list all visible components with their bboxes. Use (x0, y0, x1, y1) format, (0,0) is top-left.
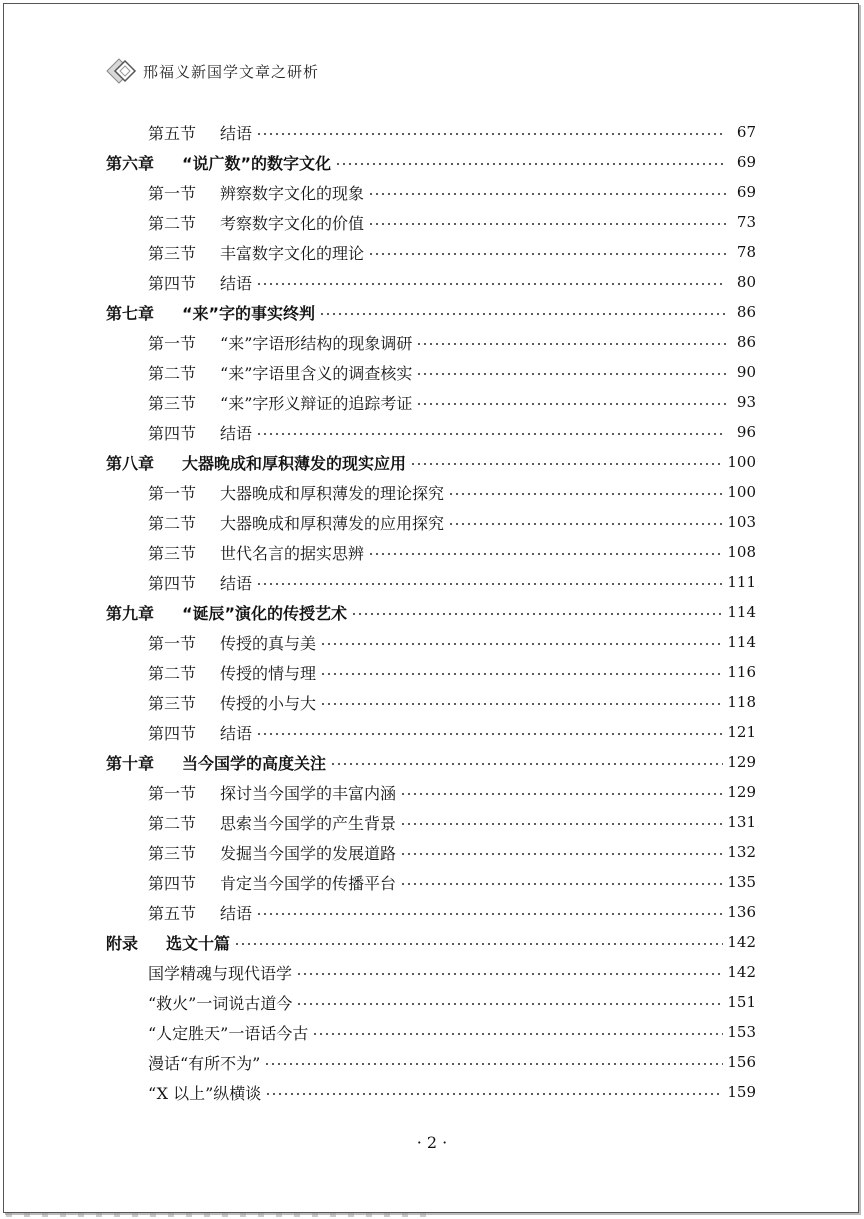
toc-entry-number: 第二节 (148, 213, 197, 233)
toc-section-row (148, 507, 756, 537)
toc-page-number: 142 (727, 963, 756, 981)
toc-page-number: 93 (736, 393, 756, 411)
toc-page-number: 80 (736, 273, 756, 291)
toc-entry-number: 第八章 (106, 453, 155, 473)
toc-entry-label (148, 901, 252, 924)
toc-section-row (148, 897, 756, 927)
dot-leader (351, 613, 723, 615)
toc-entry-number: 第四节 (148, 573, 197, 593)
toc-entry-label (148, 661, 316, 684)
toc-entry-title: 探讨当今国学的丰富内涵 (220, 783, 397, 803)
toc-entry-label (148, 511, 444, 534)
toc-page-number: 96 (736, 423, 756, 441)
toc-entry-label (148, 631, 316, 654)
toc-page-number: 100 (727, 453, 756, 471)
toc-page-number: 129 (727, 753, 756, 771)
toc-page-number: 86 (736, 303, 756, 321)
toc-entry-number: 第四节 (148, 423, 197, 443)
toc-page-number: 142 (727, 933, 756, 951)
toc-section-row (148, 387, 756, 417)
toc-entry-label (106, 451, 406, 474)
dot-leader (256, 433, 726, 435)
toc-section-row (148, 237, 756, 267)
toc-page-number: 118 (727, 693, 756, 711)
toc-entry-title: “人定胜天”一语话今古 (148, 1023, 309, 1043)
dot-leader (296, 973, 723, 975)
toc-entry-number: 第三节 (148, 543, 197, 563)
toc-entry-number: 第一节 (148, 333, 197, 353)
toc-entry-label (148, 1021, 308, 1044)
toc-page-number: 90 (736, 363, 756, 381)
dot-leader (400, 793, 723, 795)
dot-leader (319, 313, 726, 315)
toc-page-number: 114 (727, 633, 756, 651)
toc-appendix-row (148, 1077, 756, 1107)
toc-section-row (148, 837, 756, 867)
toc-entry-label (148, 421, 252, 444)
toc-entry-title: 结语 (220, 423, 253, 443)
toc-entry-number: 第二节 (148, 363, 197, 383)
toc-entry-title: 选文十篇 (166, 933, 231, 953)
toc-entry-label (148, 811, 396, 834)
toc-page-number: 73 (736, 213, 756, 231)
toc-section-row (148, 777, 756, 807)
toc-entry-number: 第三节 (148, 693, 197, 713)
dot-leader (368, 193, 726, 195)
toc-entry-title: 肯定当今国学的传播平台 (220, 873, 397, 893)
toc-page-number: 78 (736, 243, 756, 261)
dot-leader (416, 373, 726, 375)
toc-entry-label (148, 961, 292, 984)
dot-leader (256, 583, 723, 585)
toc-section-row (148, 537, 756, 567)
toc-chapter-row (106, 927, 756, 957)
toc-page-number: 129 (727, 783, 756, 801)
toc-entry-title: 国学精魂与现代语学 (148, 963, 293, 983)
toc-page-number: 159 (727, 1083, 756, 1101)
toc-entry-label (106, 601, 347, 624)
dot-leader (256, 133, 726, 135)
dot-leader (320, 673, 723, 675)
toc-entry-label (106, 751, 326, 774)
toc-entry-label (106, 931, 230, 954)
dot-leader (256, 283, 726, 285)
toc-section-row (148, 627, 756, 657)
toc-entry-number: 第二节 (148, 663, 197, 683)
toc-entry-label (148, 991, 292, 1014)
dot-leader (416, 343, 726, 345)
toc-section-row (148, 417, 756, 447)
toc-entry-title: 传授的小与大 (220, 693, 317, 713)
dot-leader (234, 943, 723, 945)
toc-section-row (148, 717, 756, 747)
dot-leader (330, 763, 723, 765)
toc-entry-title: “来”字语形结构的现象调研 (220, 333, 413, 353)
dot-leader (410, 463, 723, 465)
dot-leader (265, 1093, 723, 1095)
toc-entry-number: 第一节 (148, 483, 197, 503)
toc-entry-number: 附录 (106, 933, 139, 953)
toc-entry-title: 大器晚成和厚积薄发的理论探究 (220, 483, 445, 503)
toc-page-number: 103 (727, 513, 756, 531)
toc-entry-title: 结语 (220, 273, 253, 293)
toc-entry-title: 发掘当今国学的发展道路 (220, 843, 397, 863)
dot-leader (296, 1003, 723, 1005)
toc-page-number: 153 (727, 1023, 756, 1041)
toc-entry-title: 丰富数字文化的理论 (220, 243, 365, 263)
toc-section-row (148, 807, 756, 837)
toc-section-row (148, 207, 756, 237)
toc-entry-label (148, 331, 412, 354)
toc-entry-title: “诞辰”演化的传授艺术 (182, 603, 348, 623)
toc-entry-title: 大器晚成和厚积薄发的应用探究 (220, 513, 445, 533)
toc-entry-title: 结语 (220, 123, 253, 143)
dot-leader (400, 853, 723, 855)
toc-page-number: 114 (727, 603, 756, 621)
toc-page-number: 69 (736, 183, 756, 201)
toc-appendix-row (148, 957, 756, 987)
dot-leader (448, 493, 723, 495)
toc-entry-label (148, 721, 252, 744)
toc-chapter-row (106, 597, 756, 627)
toc-chapter-row (106, 147, 756, 177)
diamond-logo-icon (105, 57, 139, 85)
toc-entry-title: 传授的真与美 (220, 633, 317, 653)
toc-entry-label (148, 391, 412, 414)
toc-entry-title: “X 以上”纵横谈 (148, 1083, 262, 1103)
toc-section-row (148, 327, 756, 357)
dot-leader (368, 553, 723, 555)
toc-entry-label (148, 571, 252, 594)
dot-leader (320, 703, 723, 705)
toc-entry-number: 第二节 (148, 513, 197, 533)
toc-section-row (148, 567, 756, 597)
toc-entry-title: 世代名言的据实思辨 (220, 543, 365, 563)
toc-page-number: 67 (736, 123, 756, 141)
toc-entry-number: 第五节 (148, 123, 197, 143)
dot-leader (368, 253, 726, 255)
dot-leader (264, 1063, 723, 1065)
toc-entry-title: “救火”一词说古道今 (148, 993, 293, 1013)
toc-entry-number: 第九章 (106, 603, 155, 623)
toc-entry-label (148, 181, 364, 204)
toc-entry-title: “来”字形义辩证的追踪考证 (220, 393, 413, 413)
dot-leader (335, 163, 726, 165)
toc-entry-label (148, 361, 412, 384)
dot-leader (256, 913, 723, 915)
toc-entry-title: 思索当今国学的产生背景 (220, 813, 397, 833)
toc-entry-number: 第六章 (106, 153, 155, 173)
toc-section-row (148, 477, 756, 507)
toc-entry-title: 辨察数字文化的现象 (220, 183, 365, 203)
toc-entry-label (148, 1081, 261, 1104)
toc-entry-number: 第一节 (148, 183, 197, 203)
toc-entry-number: 第四节 (148, 873, 197, 893)
toc-page-number: 131 (727, 813, 756, 831)
toc-section-row (148, 657, 756, 687)
toc-page-number: 69 (736, 153, 756, 171)
toc-entry-label (148, 691, 316, 714)
dot-leader (256, 733, 723, 735)
toc-page-number: 116 (727, 663, 756, 681)
dot-leader (400, 823, 723, 825)
page-number: · 2 · (416, 1133, 448, 1152)
toc-entry-label (148, 211, 364, 234)
toc-entry-label (148, 871, 396, 894)
dot-leader (416, 403, 726, 405)
toc-entry-title: 结语 (220, 903, 253, 923)
toc-page-number: 156 (727, 1053, 756, 1071)
toc-entry-title: 当今国学的高度关注 (182, 753, 327, 773)
toc-page-number: 132 (727, 843, 756, 861)
toc-entry-number: 第十章 (106, 753, 155, 773)
toc-page-number: 111 (727, 573, 756, 591)
toc-page-number: 86 (736, 333, 756, 351)
dot-leader (400, 883, 723, 885)
dot-leader (368, 223, 726, 225)
toc-entry-title: 传授的情与理 (220, 663, 317, 683)
toc-chapter-row (106, 747, 756, 777)
toc-entry-label (148, 841, 396, 864)
toc-appendix-row (148, 987, 756, 1017)
scan-artifact (6, 1213, 426, 1217)
toc-appendix-row (148, 1017, 756, 1047)
dot-leader (320, 643, 723, 645)
toc-entry-title: “来”字语里含义的调查核实 (220, 363, 413, 383)
toc-entry-label (148, 541, 364, 564)
toc-entry-number: 第三节 (148, 393, 197, 413)
toc-page-number: 100 (727, 483, 756, 501)
toc-page-number: 108 (727, 543, 756, 561)
toc-section-row (148, 177, 756, 207)
toc-entry-number: 第二节 (148, 813, 197, 833)
toc-entry-label (148, 781, 396, 804)
toc-entry-label (106, 301, 315, 324)
toc-section-row (148, 267, 756, 297)
toc-entry-title: “来”字的事实终判 (182, 303, 316, 323)
toc-section-row (148, 687, 756, 717)
toc-chapter-row (106, 297, 756, 327)
toc-chapter-row (106, 447, 756, 477)
book-title: 邢福义新国学文章之研析 (143, 62, 320, 81)
toc-entry-number: 第七章 (106, 303, 155, 323)
toc-entry-label (148, 481, 444, 504)
toc-section-row (148, 117, 756, 147)
toc-entry-number: 第三节 (148, 243, 197, 263)
dot-leader (312, 1033, 723, 1035)
toc-page-number: 135 (727, 873, 756, 891)
toc-entry-number: 第四节 (148, 723, 197, 743)
toc-entry-number: 第四节 (148, 273, 197, 293)
toc-section-row (148, 867, 756, 897)
toc-entry-label (148, 121, 252, 144)
toc-entry-title: 结语 (220, 573, 253, 593)
running-header (105, 56, 319, 86)
toc-entry-title: 漫话“有所不为” (148, 1053, 261, 1073)
toc-section-row (148, 357, 756, 387)
toc-page-number: 121 (727, 723, 756, 741)
toc-entry-title: 考察数字文化的价值 (220, 213, 365, 233)
toc-entry-label (148, 271, 252, 294)
toc-entry-number: 第一节 (148, 633, 197, 653)
toc-entry-number: 第一节 (148, 783, 197, 803)
toc-page-number: 151 (727, 993, 756, 1011)
toc-appendix-row (148, 1047, 756, 1077)
dot-leader (448, 523, 723, 525)
toc-entry-label (148, 241, 364, 264)
toc-entry-title: 大器晚成和厚积薄发的现实应用 (182, 453, 407, 473)
toc-entry-label (148, 1051, 260, 1074)
toc-page-number: 136 (727, 903, 756, 921)
toc-entry-number: 第五节 (148, 903, 197, 923)
toc-entry-title: “说广数”的数字文化 (182, 153, 332, 173)
toc-entry-label (106, 151, 331, 174)
toc-entry-title: 结语 (220, 723, 253, 743)
toc-entry-number: 第三节 (148, 843, 197, 863)
